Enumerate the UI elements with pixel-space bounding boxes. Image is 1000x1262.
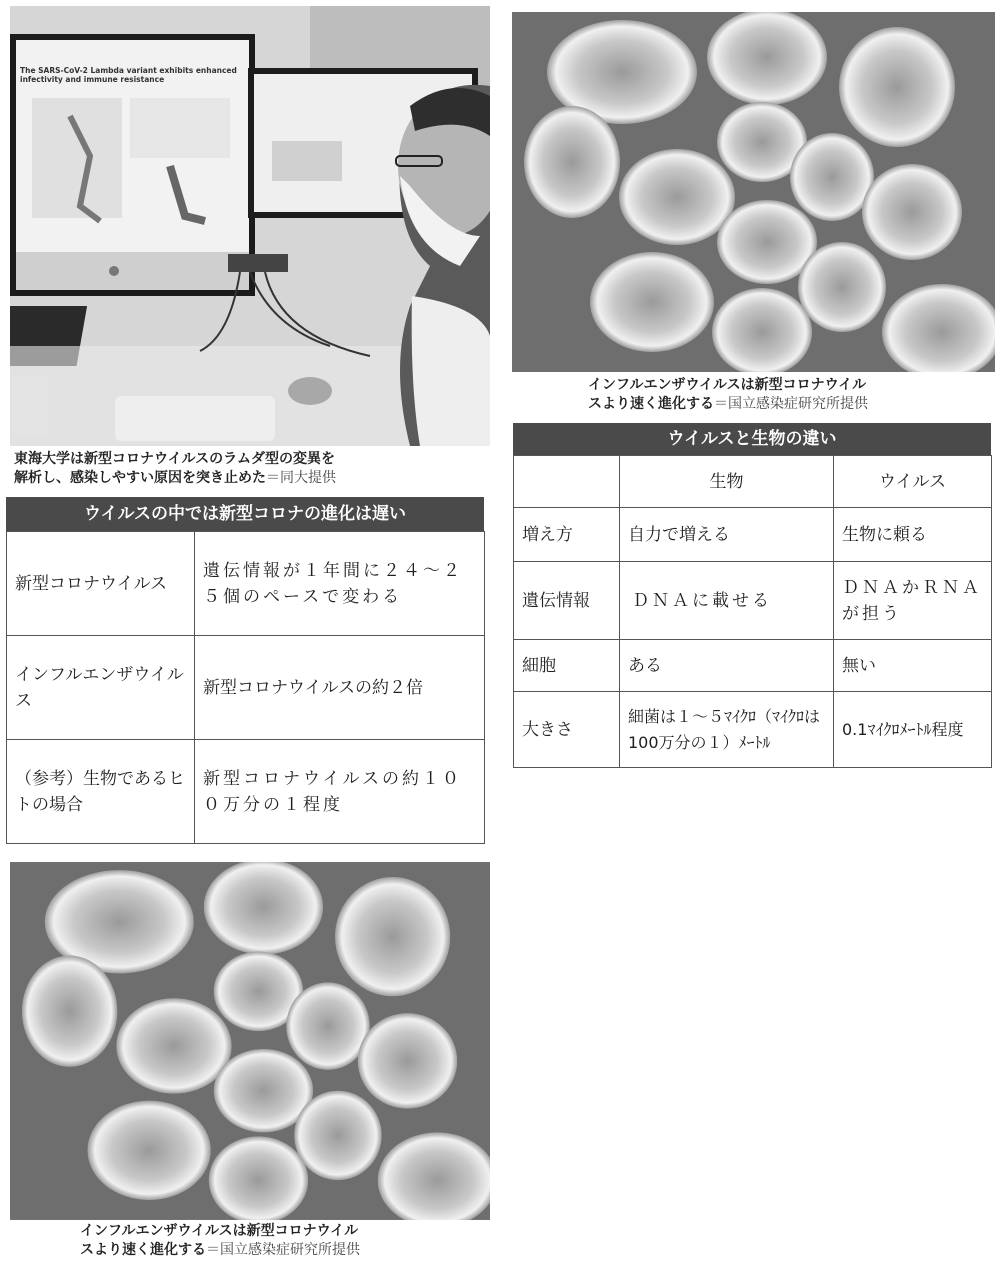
difference-table	[513, 455, 992, 768]
row-label: 新型コロナウイルス	[7, 532, 195, 636]
table-row	[514, 692, 992, 768]
row-label: （参考）生物であるヒトの場合	[7, 740, 195, 844]
cell-organism: ＤＮＡに載せる	[620, 562, 834, 640]
table-header-row	[514, 456, 992, 508]
row-label: 大きさ	[514, 692, 620, 768]
cell-virus: ＤＮＡかＲＮＡが担う	[834, 562, 992, 640]
lab-photo	[10, 6, 490, 446]
virus-micrograph-top	[512, 12, 995, 372]
photo-credit: ＝国立感染症研究所提供	[714, 396, 868, 412]
row-label: インフルエンザウイルス	[7, 636, 195, 740]
virus-photo-top	[512, 12, 995, 372]
row-label: 細胞	[514, 640, 620, 692]
row-value: 遺伝情報が１年間に２４～２５個のペースで変わる	[195, 532, 485, 636]
row-label: 遺伝情報	[514, 562, 620, 640]
screen-heading: The SARS-CoV-2 Lambda variant exhibits enhanced infectivity and immune resistance	[20, 66, 237, 84]
difference-table-title: ウイルスと生物の違い	[513, 423, 991, 455]
caption-line	[80, 1241, 490, 1260]
virus-photo-top-caption	[588, 376, 988, 414]
photo-credit: ＝国立感染症研究所提供	[206, 1242, 360, 1258]
cell-organism: ある	[620, 640, 834, 692]
table-row	[7, 740, 485, 844]
row-value: 新型コロナウイルスの約２倍	[195, 636, 485, 740]
caption-line: インフルエンザウイルスは新型コロナウイル	[80, 1223, 359, 1239]
virus-photo-bottom-caption	[80, 1222, 490, 1260]
caption-line	[14, 469, 494, 488]
table-row	[514, 562, 992, 640]
row-label: 増え方	[514, 508, 620, 562]
caption-line: インフルエンザウイルスは新型コロナウイル	[588, 377, 867, 393]
virus-photo-bottom	[10, 862, 490, 1220]
caption-line	[588, 395, 988, 414]
lab-photo-drawing	[10, 6, 490, 446]
caption-text: 解析し、感染しやすい原因を突き止めた	[14, 470, 266, 486]
caption-text: スより速く進化する	[80, 1242, 206, 1258]
table-row	[514, 640, 992, 692]
header-virus: ウイルス	[834, 456, 992, 508]
photo-credit: ＝同大提供	[266, 470, 336, 486]
cell-organism: 細菌は１～５ﾏｲｸﾛ（ﾏｲｸﾛは100万分の１）ﾒｰﾄﾙ	[620, 692, 834, 768]
virus-micrograph-bottom	[10, 862, 490, 1220]
cell-virus: 0.1ﾏｲｸﾛﾒｰﾄﾙ程度	[834, 692, 992, 768]
caption-line: 東海大学は新型コロナウイルスのラムダ型の変異を	[14, 451, 336, 467]
evolution-table	[6, 531, 485, 844]
cell-virus: 生物に頼る	[834, 508, 992, 562]
header-corner	[514, 456, 620, 508]
cell-virus: 無い	[834, 640, 992, 692]
table-row	[514, 508, 992, 562]
caption-text: スより速く進化する	[588, 396, 714, 412]
table-row	[7, 532, 485, 636]
row-value: 新型コロナウイルスの約１００万分の１程度	[195, 740, 485, 844]
lab-photo-caption	[14, 450, 494, 488]
evolution-table-title: ウイルスの中では新型コロナの進化は遅い	[6, 497, 484, 531]
table-row	[7, 636, 485, 740]
header-organism: 生物	[620, 456, 834, 508]
cell-organism: 自力で増える	[620, 508, 834, 562]
